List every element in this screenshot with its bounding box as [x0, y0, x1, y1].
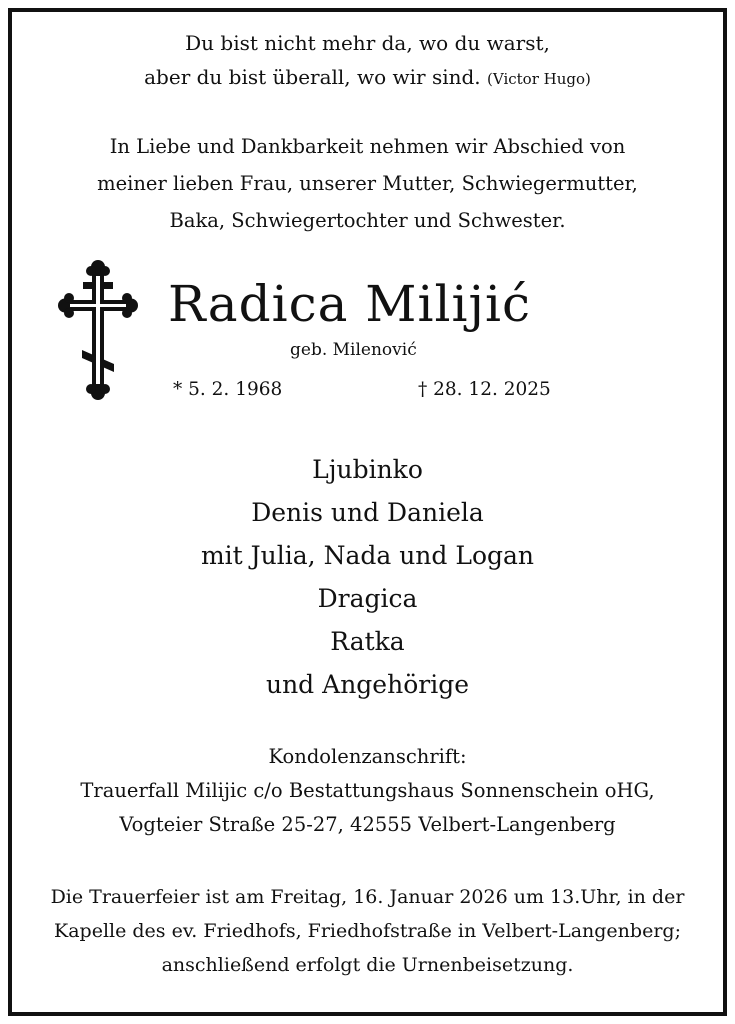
- mourner-name: und Angehörige: [265, 670, 469, 699]
- intro-line: In Liebe und Dankbarkeit nehmen wir Abschied von: [109, 135, 626, 158]
- mourner-name: Ljubinko: [312, 455, 423, 484]
- mourners-list: [0, 448, 735, 706]
- condolence-label: Kondolenzanschrift:: [268, 745, 467, 768]
- funeral-info: [0, 880, 735, 982]
- funeral-line: Die Trauerfeier ist am Freitag, 16. Januar 2026 um 13.Uhr, in der: [50, 886, 685, 908]
- intro-text: [0, 128, 735, 239]
- quote-text: aber du bist überall, wo wir sind.: [144, 65, 481, 89]
- mourner-name: Dragica: [317, 584, 418, 613]
- condolence-line: Trauerfall Milijic c/o Bestattungshaus Sonnenschein oHG,: [80, 779, 655, 802]
- death-date: † 28. 12. 2025: [418, 379, 551, 400]
- condolence-address: [0, 740, 735, 842]
- mourner-name: Denis und Daniela: [251, 498, 484, 527]
- quote-author: (Victor Hugo): [487, 70, 591, 88]
- birth-name: geb. Milenović: [290, 340, 417, 360]
- orthodox-cross-icon: [58, 258, 138, 402]
- intro-line: Baka, Schwiegertochter und Schwester.: [169, 209, 566, 232]
- quote-line: [0, 60, 735, 96]
- birth-date: * 5. 2. 1968: [173, 379, 283, 400]
- mourner-name: Ratka: [330, 627, 405, 656]
- deceased-name: Radica Milijić: [168, 275, 531, 333]
- condolence-line: Vogteier Straße 25-27, 42555 Velbert-Langenberg: [119, 813, 616, 836]
- funeral-line: anschließend erfolgt die Urnenbeisetzung.: [161, 954, 574, 976]
- quote-line: Du bist nicht mehr da, wo du warst,: [185, 31, 550, 55]
- quote-block: [0, 26, 735, 96]
- mourner-name: mit Julia, Nada und Logan: [200, 541, 535, 570]
- intro-line: meiner lieben Frau, unserer Mutter, Schwiegermutter,: [97, 172, 638, 195]
- funeral-line: Kapelle des ev. Friedhofs, Friedhofstraße in Velbert-Langenberg;: [54, 920, 681, 942]
